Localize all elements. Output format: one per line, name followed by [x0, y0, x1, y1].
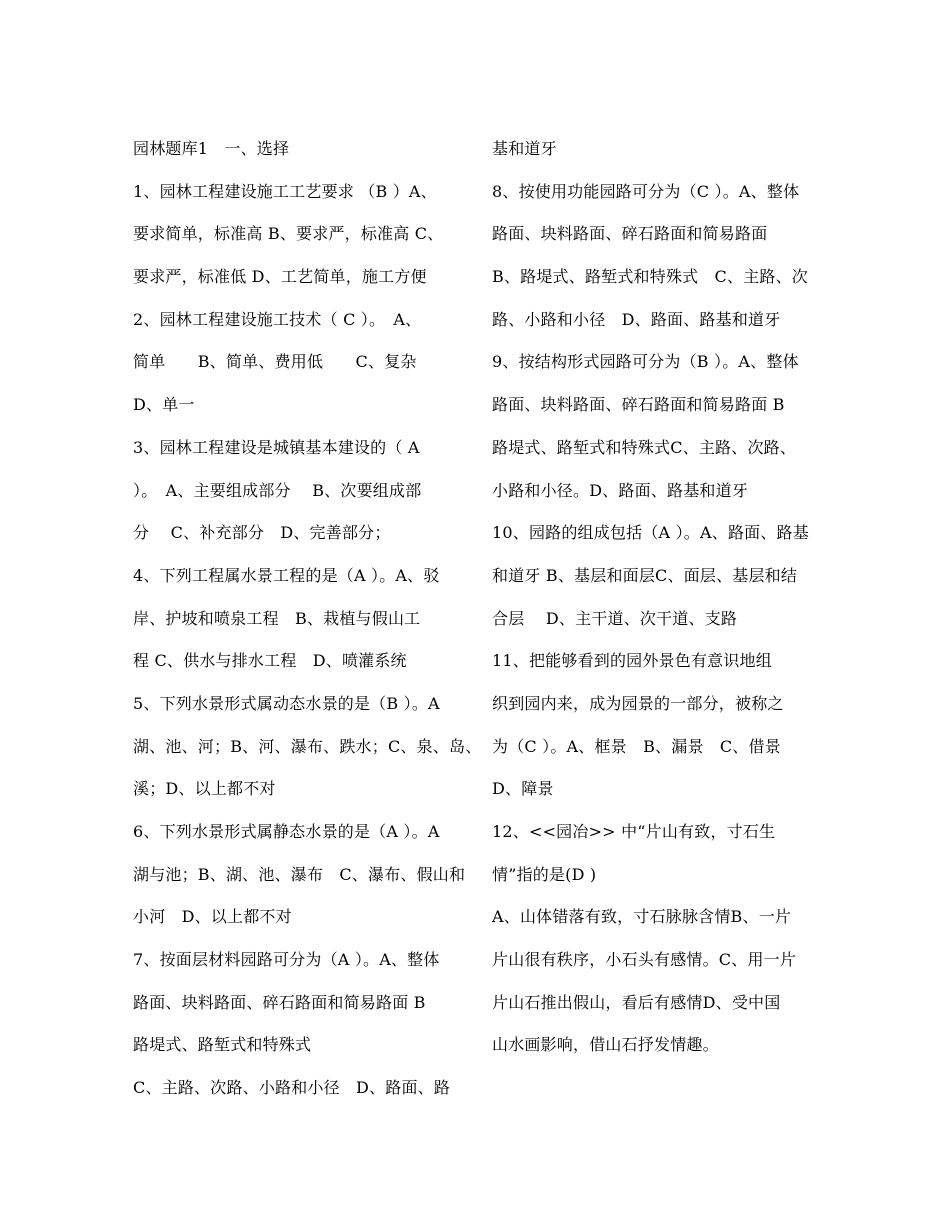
text-line: 片山很有秩序，小石头有感情。C、用一片	[492, 950, 797, 970]
text-line: 路面、块料路面、碎石路面和简易路面 B	[133, 992, 426, 1012]
right-column	[492, 128, 822, 1067]
text-line: 湖、池、河；B、河、瀑布、跌水；C、泉、岛、	[133, 736, 482, 756]
text-line: 11、把能够看到的园外景色有意识地组	[492, 651, 772, 671]
text-line: D、单一	[133, 395, 195, 415]
text-line: 片山石推出假山，看后有感情D、受中国	[492, 992, 781, 1012]
text-line: 合层 D、主干道、次干道、支路	[492, 608, 738, 628]
text-line: 小河 D、以上都不对	[133, 907, 292, 927]
text-line: 5、下列水景形式属动态水景的是（B ）。A	[133, 693, 440, 713]
text-line: 要求严，标准低 D、工艺简单，施工方便	[133, 267, 427, 287]
text-line: 分 C、补充部分 D、完善部分；	[133, 523, 391, 543]
text-line: 7、按面层材料园路可分为（A ）。A、整体	[133, 950, 440, 970]
text-line: 要求简单，标准高 B、要求严，标准高 C、	[133, 224, 444, 244]
text-line: 9、按结构形式园路可分为（B ）。A、整体	[492, 352, 799, 372]
text-line: 4、下列工程属水景工程的是（A ）。A、驳	[133, 565, 440, 585]
text-line: 简单 B、简单、费用低 C、复杂	[133, 352, 417, 372]
text-line: 路、小路和小径 D、路面、路基和道牙	[492, 309, 781, 329]
text-line: ）。 A、主要组成部分 B、次要组成部	[133, 480, 422, 500]
text-line: D、障景	[492, 779, 554, 799]
text-line: 溪；D、以上都不对	[133, 779, 276, 799]
text-line: 1、园林工程建设施工工艺要求 （B ）A、	[133, 181, 437, 201]
text-line: 程 C、供水与排水工程 D、喷灌系统	[133, 651, 407, 671]
text-line: 路堤式、路堑式和特殊式C、主路、次路、	[492, 437, 797, 457]
text-line: 基和道牙	[492, 139, 557, 158]
text-line: 园林题库1 一、选择	[133, 139, 290, 158]
text-line: 和道牙 B、基层和面层C、面层、基层和结	[492, 565, 798, 585]
text-line: 小路和小径。D、路面、路基和道牙	[492, 480, 749, 500]
text-line: 织到园内来，成为园景的一部分，被称之	[492, 693, 784, 713]
text-line: B、路堤式、路堑式和特殊式 C、主路、次	[492, 267, 809, 287]
text-line: 3、园林工程建设是城镇基本建设的（ A	[133, 437, 420, 457]
text-line: 为（C ）。A、框景 B、漏景 C、借景	[492, 736, 781, 756]
text-line: 路面、块料路面、碎石路面和简易路面	[492, 224, 768, 244]
text-line: 岸、护坡和喷泉工程 B、栽植与假山工	[133, 608, 421, 628]
text-line: 情”指的是(D )	[492, 864, 597, 884]
text-line: 10、园路的组成包括（A ）。A、路面、路基	[492, 523, 809, 543]
text-line: A、山体错落有致，寸石脉脉含情B、一片	[492, 907, 792, 927]
text-line: 路堤式、路堑式和特殊式	[133, 1035, 312, 1055]
text-line: C、主路、次路、小路和小径 D、路面、路	[133, 1078, 451, 1098]
text-line: 8、按使用功能园路可分为（C ）。A、整体	[492, 181, 800, 201]
text-line: 12、<<园冶>> 中“片山有致，寸石生	[492, 822, 776, 841]
text-line: 湖与池；B、湖、池、瀑布 C、瀑布、假山和	[133, 864, 466, 884]
text-line: 路面、块料路面、碎石路面和简易路面 B	[492, 395, 785, 415]
text-line: 2、园林工程建设施工技术（ C ）。 A、	[133, 309, 422, 329]
text-line: 山水画影响，借山石抒发情趣。	[492, 1035, 719, 1055]
left-column	[133, 128, 482, 1110]
text-line: 6、下列水景形式属静态水景的是（A ）。A	[133, 822, 440, 841]
